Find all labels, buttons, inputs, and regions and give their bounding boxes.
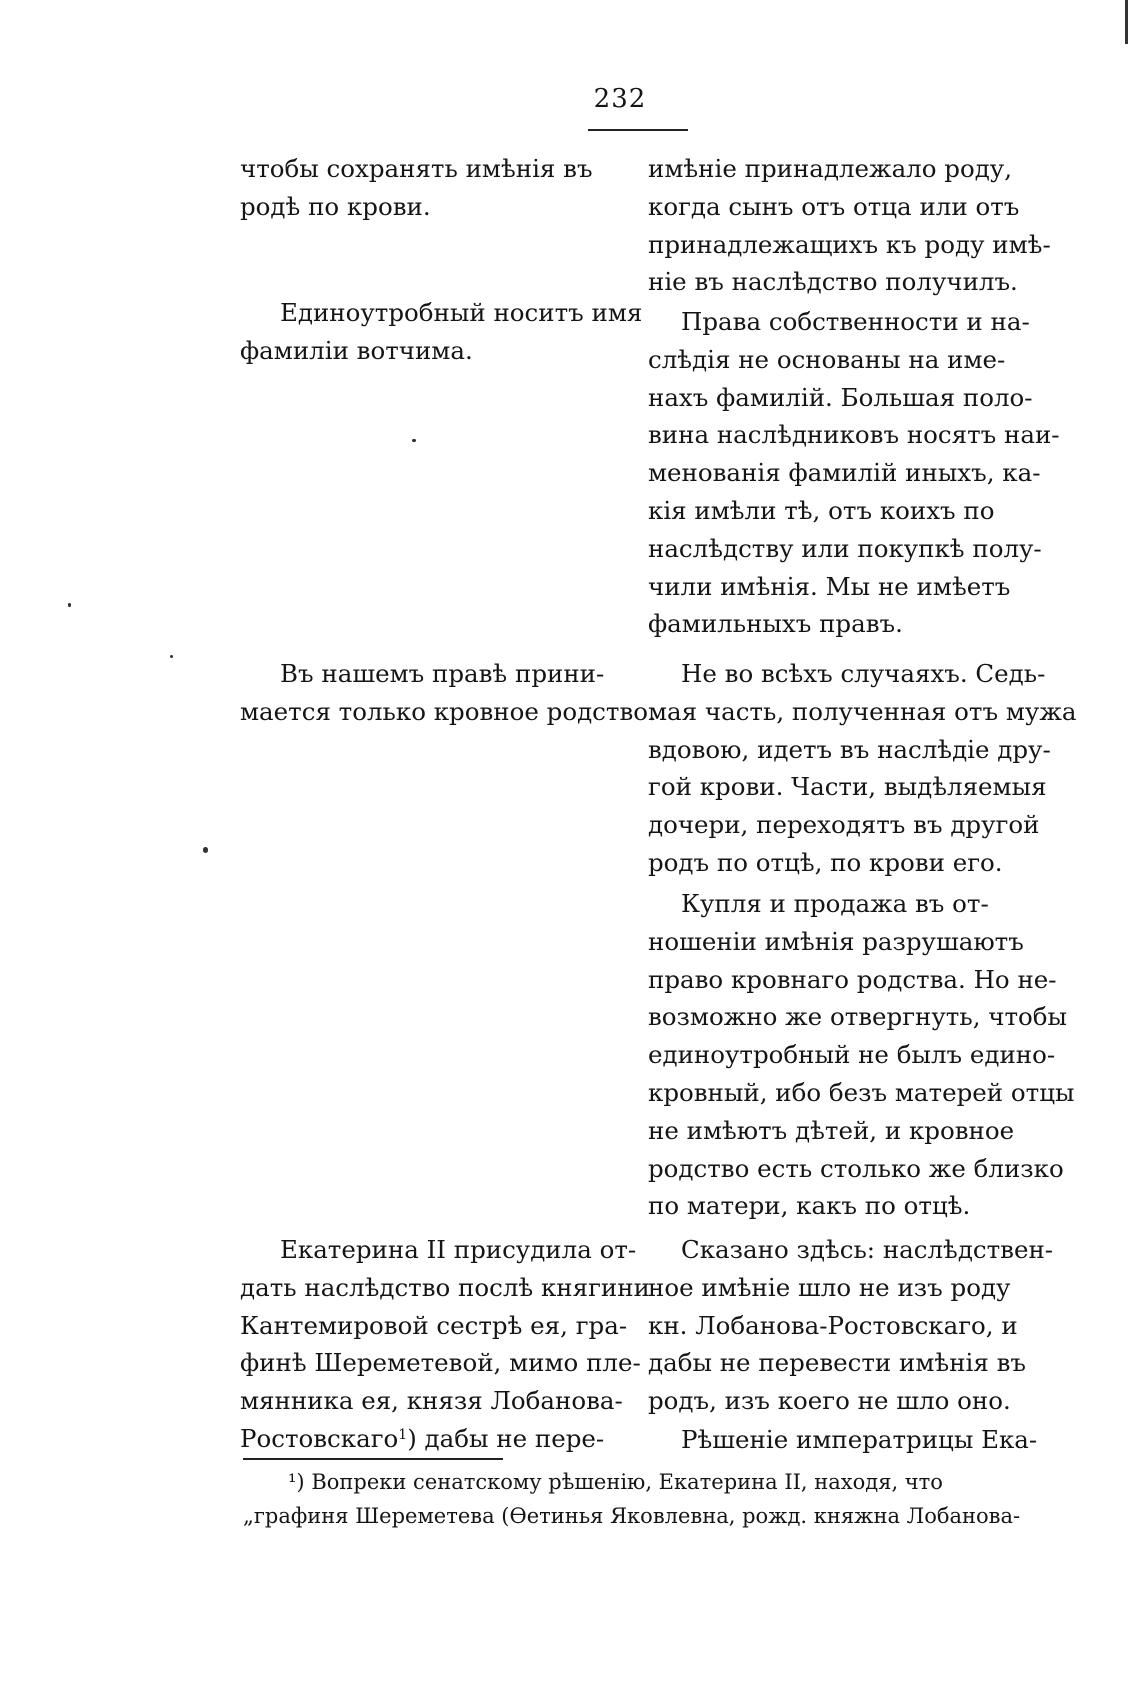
- text-line: фамиліи вотчима.: [240, 335, 473, 365]
- footnote-reference[interactable]: 1: [398, 1426, 408, 1443]
- text-line: возможно же отвергнуть, чтобы: [648, 1002, 1068, 1032]
- scan-speck: [170, 655, 173, 658]
- text-line: нахъ фамилій. Большая поло-: [648, 382, 1033, 412]
- text-line: менованія фамилій иныхъ, ка-: [648, 458, 1041, 488]
- text-line: дать наслѣдство послѣ княгини: [240, 1272, 650, 1302]
- page-number-rule: [588, 129, 688, 131]
- text-line: чтобы сохранять имѣнія въ: [240, 154, 593, 183]
- text-line: Не во всѣхъ случаяхъ. Седь-: [681, 659, 1046, 688]
- text-line: Сказано здѣсь: наслѣдствен-: [681, 1235, 1054, 1264]
- text-line: мая часть, полученная отъ мужа: [648, 696, 1077, 726]
- text-line: [240, 1420, 615, 1458]
- right-paragraph-1: [648, 150, 1051, 301]
- scan-speck: [203, 847, 208, 853]
- text-line: ношеніи имѣнія разрушаютъ: [648, 926, 1024, 956]
- footnote-line: [243, 1465, 1026, 1499]
- text-line: родство есть столько же близко: [648, 1153, 1064, 1183]
- footnote-line: „графиня Шереметева (Ѳетинья Яковлевна, рожд. княжна Лобанова-: [243, 1504, 1021, 1528]
- text-line: Въ нашемъ правѣ прини-: [280, 659, 605, 688]
- right-paragraph-2: [648, 303, 1060, 643]
- text-line: дабы не перевести имѣнія въ: [648, 1348, 1026, 1378]
- text-line: ніе въ наслѣдство получилъ.: [648, 267, 1018, 297]
- text-fragment: Вопреки сенатскому рѣшенію, Екатерина II, находя, что: [311, 1470, 943, 1494]
- left-paragraph-4: [240, 1231, 650, 1458]
- text-line: чили имѣнія. Мы не имѣетъ: [648, 571, 1011, 601]
- text-line: ное имѣніе шло не изъ роду: [648, 1272, 1011, 1302]
- text-line: кровный, ибо безъ матерей отцы: [648, 1077, 1075, 1107]
- text-line: финѣ Шереметевой, мимо пле-: [240, 1348, 641, 1378]
- text-line: вина наслѣдниковъ носятъ наи-: [648, 420, 1060, 450]
- text-line: кн. Лобанова-Ростовскаго, и: [648, 1310, 1018, 1340]
- text-line: Рѣшеніе императрицы Ека-: [681, 1425, 1038, 1454]
- text-line: мянника ея, князя Лобанова-: [240, 1386, 623, 1416]
- text-line: гой крови. Части, выдѣляемыя: [648, 772, 1047, 802]
- text-line: родъ по отцѣ, по крови его.: [648, 847, 1003, 877]
- left-paragraph-3: [240, 655, 656, 731]
- footnote-rule: [243, 1458, 503, 1460]
- text-fragment: Ростовскаго: [240, 1423, 399, 1453]
- text-line: мается только кровное родство.: [240, 696, 656, 726]
- footnote: [243, 1465, 1026, 1533]
- text-line: Купля и продажа въ от-: [681, 889, 989, 918]
- left-paragraph-2: [240, 294, 643, 370]
- text-line: принадлежащихъ къ роду имѣ-: [648, 229, 1051, 259]
- text-line: Права собственности и на-: [681, 307, 1030, 336]
- text-line: единоутробный не былъ едино-: [648, 1040, 1056, 1070]
- page-number: 232: [593, 84, 647, 114]
- text-line: право кровнаго родства. Но не-: [648, 964, 1057, 994]
- text-line: дочери, переходятъ въ другой: [648, 810, 1040, 840]
- text-fragment: ) дабы не пере-: [407, 1423, 605, 1453]
- right-paragraph-4: [648, 885, 1075, 1225]
- left-paragraph-1: [240, 150, 615, 226]
- text-line: фамильныхъ правъ.: [648, 609, 903, 639]
- text-line: родѣ по крови.: [240, 191, 431, 221]
- text-line: кія имѣли тѣ, отъ коихъ по: [648, 495, 995, 525]
- text-line: имѣніе принадлежало роду,: [648, 154, 1013, 183]
- text-line: родъ, изъ коего не шло оно.: [648, 1386, 1011, 1416]
- footnote-marker: ¹): [288, 1470, 305, 1494]
- scan-speck: [68, 603, 71, 607]
- text-line: когда сынъ отъ отца или отъ: [648, 191, 1020, 221]
- text-line: вдовою, идетъ въ наслѣдіе дру-: [648, 734, 1051, 764]
- text-line: наслѣдству или покупкѣ полу-: [648, 533, 1042, 563]
- text-line: не имѣютъ дѣтей, и кровное: [648, 1115, 1015, 1145]
- text-line: слѣдія не основаны на име-: [648, 344, 1006, 374]
- scan-edge-mark: [1125, 0, 1128, 44]
- right-paragraph-5: [648, 1231, 1054, 1420]
- scan-speck: [412, 439, 416, 442]
- text-line: Екатерина II присудила от-: [280, 1235, 637, 1264]
- right-paragraph-6: [648, 1421, 1038, 1459]
- text-line: по матери, какъ по отцѣ.: [648, 1191, 971, 1221]
- text-line: Кантемировой сестрѣ ея, гра-: [240, 1310, 628, 1340]
- right-paragraph-3: [648, 655, 1077, 882]
- text-line: Единоутробный носитъ имя: [280, 298, 643, 327]
